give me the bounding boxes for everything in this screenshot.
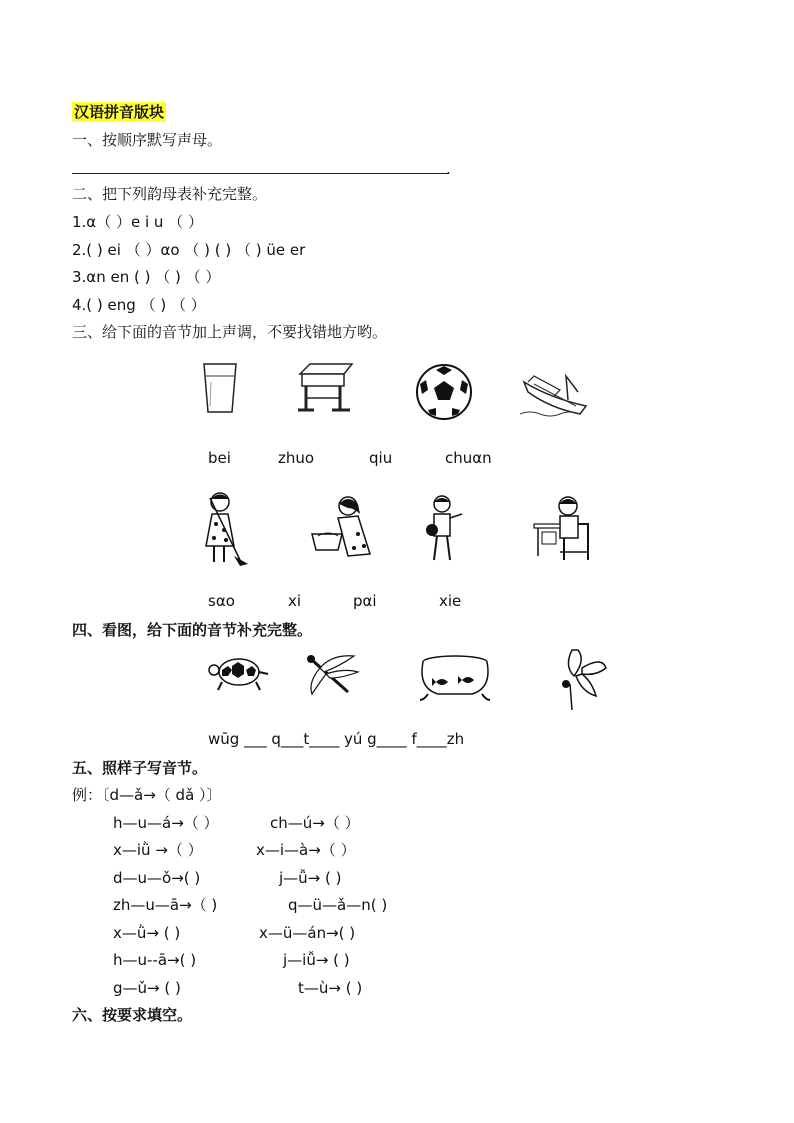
- q5-row-3-right: j—ǚ→ ( ): [279, 869, 342, 887]
- q3-syllable-pai: pαi: [353, 592, 377, 610]
- q2-row-3: 3.αn en ( ) （ ) （ ）: [72, 268, 221, 286]
- bamboo-dragonfly-picture: [552, 646, 610, 712]
- desk-picture: [296, 362, 356, 416]
- q3-text: 三、给下面的音节加上声调，不要找错地方哟。: [72, 323, 388, 341]
- q5-row-5-right: x—ü—án→( ): [259, 924, 356, 942]
- q5-row-4-right: q—ü—ǎ—n( ): [288, 896, 388, 914]
- q3-syllable-zhuo: zhuo: [278, 449, 315, 467]
- q6-text: 六、按要求填空。: [72, 1006, 193, 1024]
- football-picture: [414, 362, 474, 422]
- q5-example: 例：〔d—ǎ→（ dǎ ）〕: [72, 786, 222, 804]
- q1-text: 一、按顺序默写声母。: [72, 131, 223, 149]
- q5-row-4-left: zh—u—ā→（ ): [113, 896, 218, 914]
- q3-syllable-chuan: chuαn: [445, 449, 492, 467]
- q3-syllable-xie: xie: [439, 592, 462, 610]
- q5-row-2-right: x—i—à→（ ）: [256, 841, 356, 859]
- q5-row-1-right: ch—ú→（ ）: [270, 814, 360, 832]
- q4-syllables: wūg ___ q___t____ yú g____ f____zh: [208, 730, 465, 748]
- dragonfly-picture: [302, 652, 360, 698]
- q5-row-1-left: h—u—á→（ ）: [113, 814, 219, 832]
- q5-row-6-right: j—iǚ→ ( ): [283, 951, 350, 969]
- q5-row-5-left: x—ǜ→ ( ): [113, 924, 181, 942]
- q1-end-mark: .: [446, 160, 451, 178]
- q2-row-1: 1.α（ ）e i u （ ）: [72, 213, 203, 231]
- q3-syllable-bei: bei: [208, 449, 231, 467]
- turtle-picture: [208, 652, 270, 692]
- boy-writing-picture: [530, 494, 594, 564]
- girl-washing-picture: [308, 494, 380, 564]
- q5-row-7-left: g—ǔ→ ( ): [113, 979, 181, 997]
- fish-bowl-picture: [414, 654, 496, 702]
- q5-text: 五、照样子写音节。: [72, 759, 208, 777]
- glass-picture: [198, 360, 242, 416]
- q2-text: 二、把下列韵母表补充完整。: [72, 185, 268, 203]
- q5-row-3-left: d—u—ǒ→( ): [113, 869, 201, 887]
- section-title: 汉语拼音版块: [74, 103, 165, 121]
- boy-patting-ball-picture: [420, 494, 472, 566]
- q2-row-2: 2.( ) ei （ ）αo （ ) ( ) （ ) üe er: [72, 241, 306, 259]
- q2-row-4: 4.( ) eng （ ) （ ）: [72, 296, 206, 314]
- q5-row-7-right: t—ù→ ( ): [298, 979, 363, 997]
- q5-row-2-left: x—iǜ →（ ）: [113, 841, 203, 859]
- q3-syllable-qiu: qiu: [369, 449, 393, 467]
- q1-answer-line: [72, 173, 448, 174]
- q4-text: 四、看图，给下面的音节补充完整。: [72, 621, 313, 639]
- q3-syllable-sao: sαo: [208, 592, 235, 610]
- q3-syllable-xi: xi: [288, 592, 302, 610]
- q5-row-6-left: h—u--ā→( ): [113, 951, 197, 969]
- girl-sweeping-picture: [200, 490, 252, 568]
- boat-picture: [520, 368, 594, 420]
